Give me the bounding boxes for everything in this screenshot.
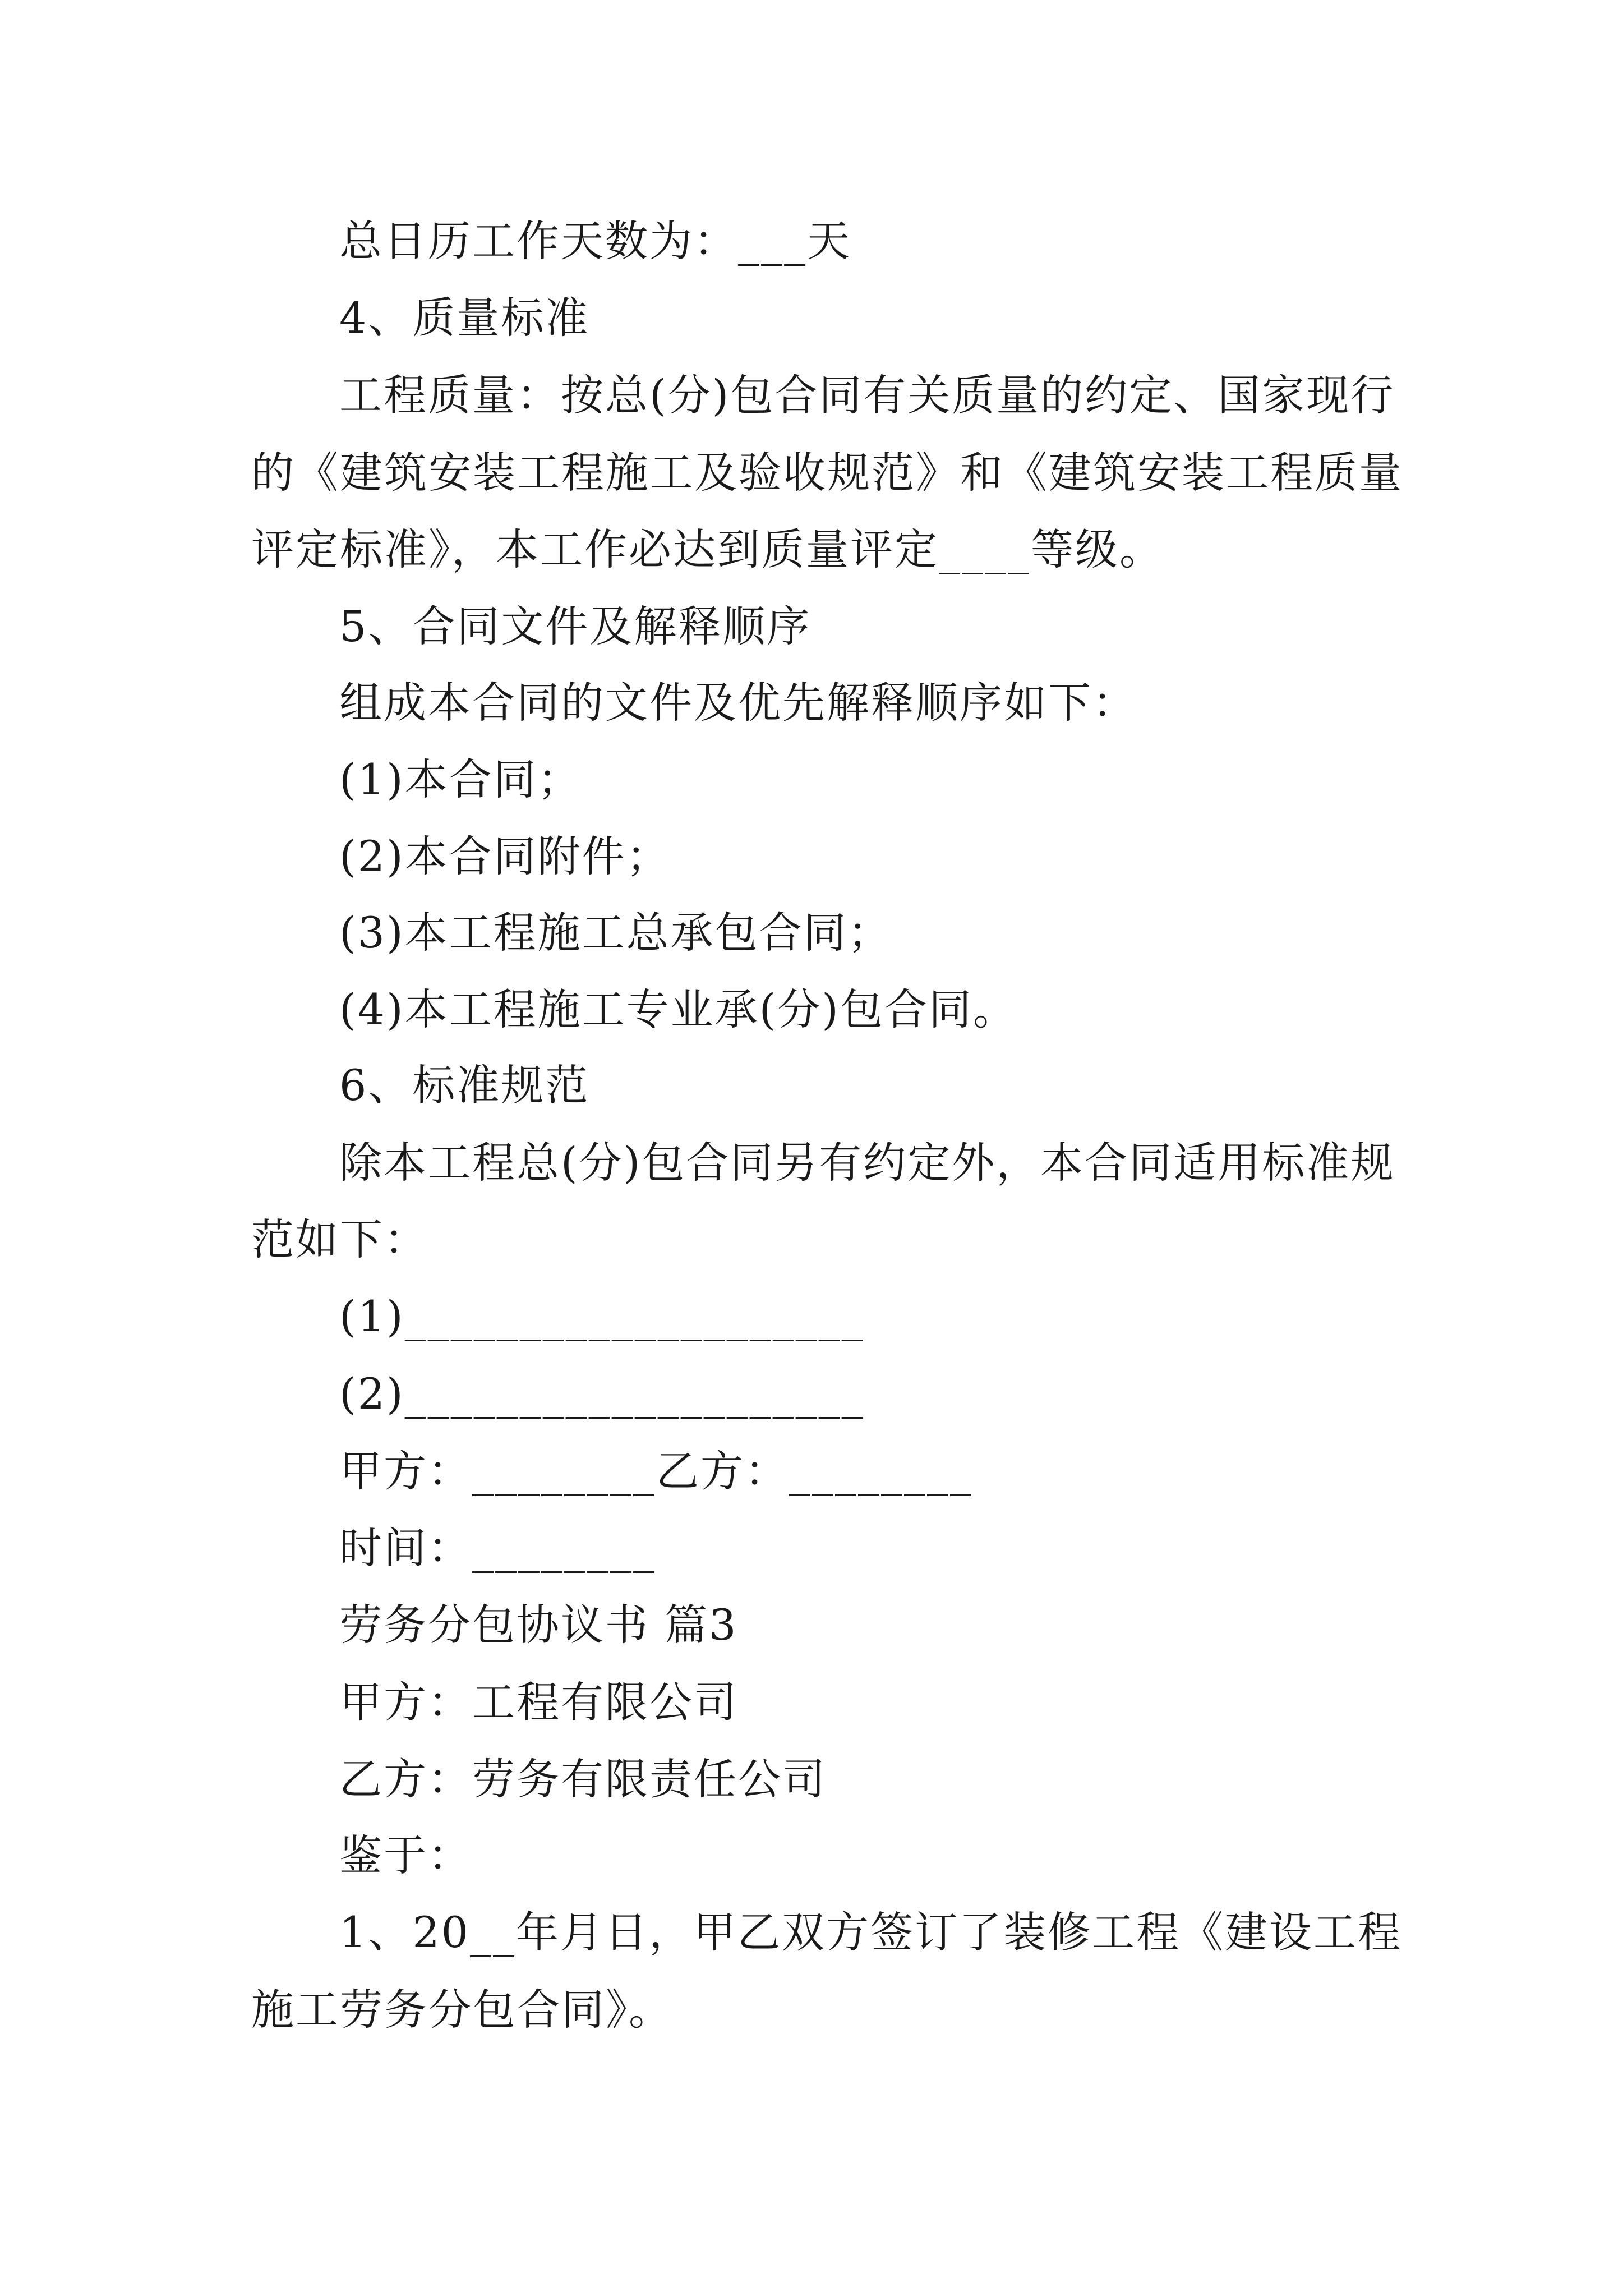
document-item-3: (3)本工程施工总承包合同； [339,908,892,958]
document-item-1: (1)本合同； [339,754,582,804]
heading-standards: 6、标准规范 [339,1060,590,1110]
quality-paragraph-line-3: 评定标准》，本工作必达到质量评定____等级。 [251,524,1164,574]
whereas-item-1-line-1: 1、20__年月日，甲乙双方签订了装修工程《建设工程 [339,1907,1403,1957]
quality-paragraph-line-2: 的《建筑安装工程施工及验收规范》和《建筑安装工程质量 [251,448,1403,498]
whereas-item-1-line-2: 施工劳务分包合同》。 [251,1985,673,2035]
signature-date-line: 时间：________ [339,1523,656,1573]
document-item-2: (2)本合同附件； [339,831,671,881]
standards-paragraph-line-2: 范如下： [251,1214,428,1264]
standard-item-1: (1)____________________ [339,1291,865,1341]
section-title-agreement-3: 劳务分包协议书 篇3 [339,1600,738,1650]
standards-paragraph-line-1: 除本工程总(分)包合同另有约定外，本合同适用标准规 [339,1138,1395,1188]
documents-intro: 组成本合同的文件及优先解释顺序如下： [339,678,1137,728]
party-a-line: 甲方：工程有限公司 [339,1677,738,1727]
standard-item-2: (2)____________________ [339,1369,865,1419]
document-item-4: (4)本工程施工专业承(分)包合同。 [339,984,1017,1034]
heading-contract-documents: 5、合同文件及解释顺序 [339,601,811,651]
heading-quality-standard: 4、质量标准 [339,293,590,343]
signature-parties-line: 甲方：________乙方：________ [339,1446,973,1496]
working-days-line: 总日历工作天数为：___天 [339,216,851,266]
quality-paragraph-line-1: 工程质量：按总(分)包合同有关质量的约定、国家现行 [339,370,1395,420]
party-b-line: 乙方：劳务有限责任公司 [339,1754,827,1804]
whereas-heading: 鉴于： [339,1830,472,1880]
